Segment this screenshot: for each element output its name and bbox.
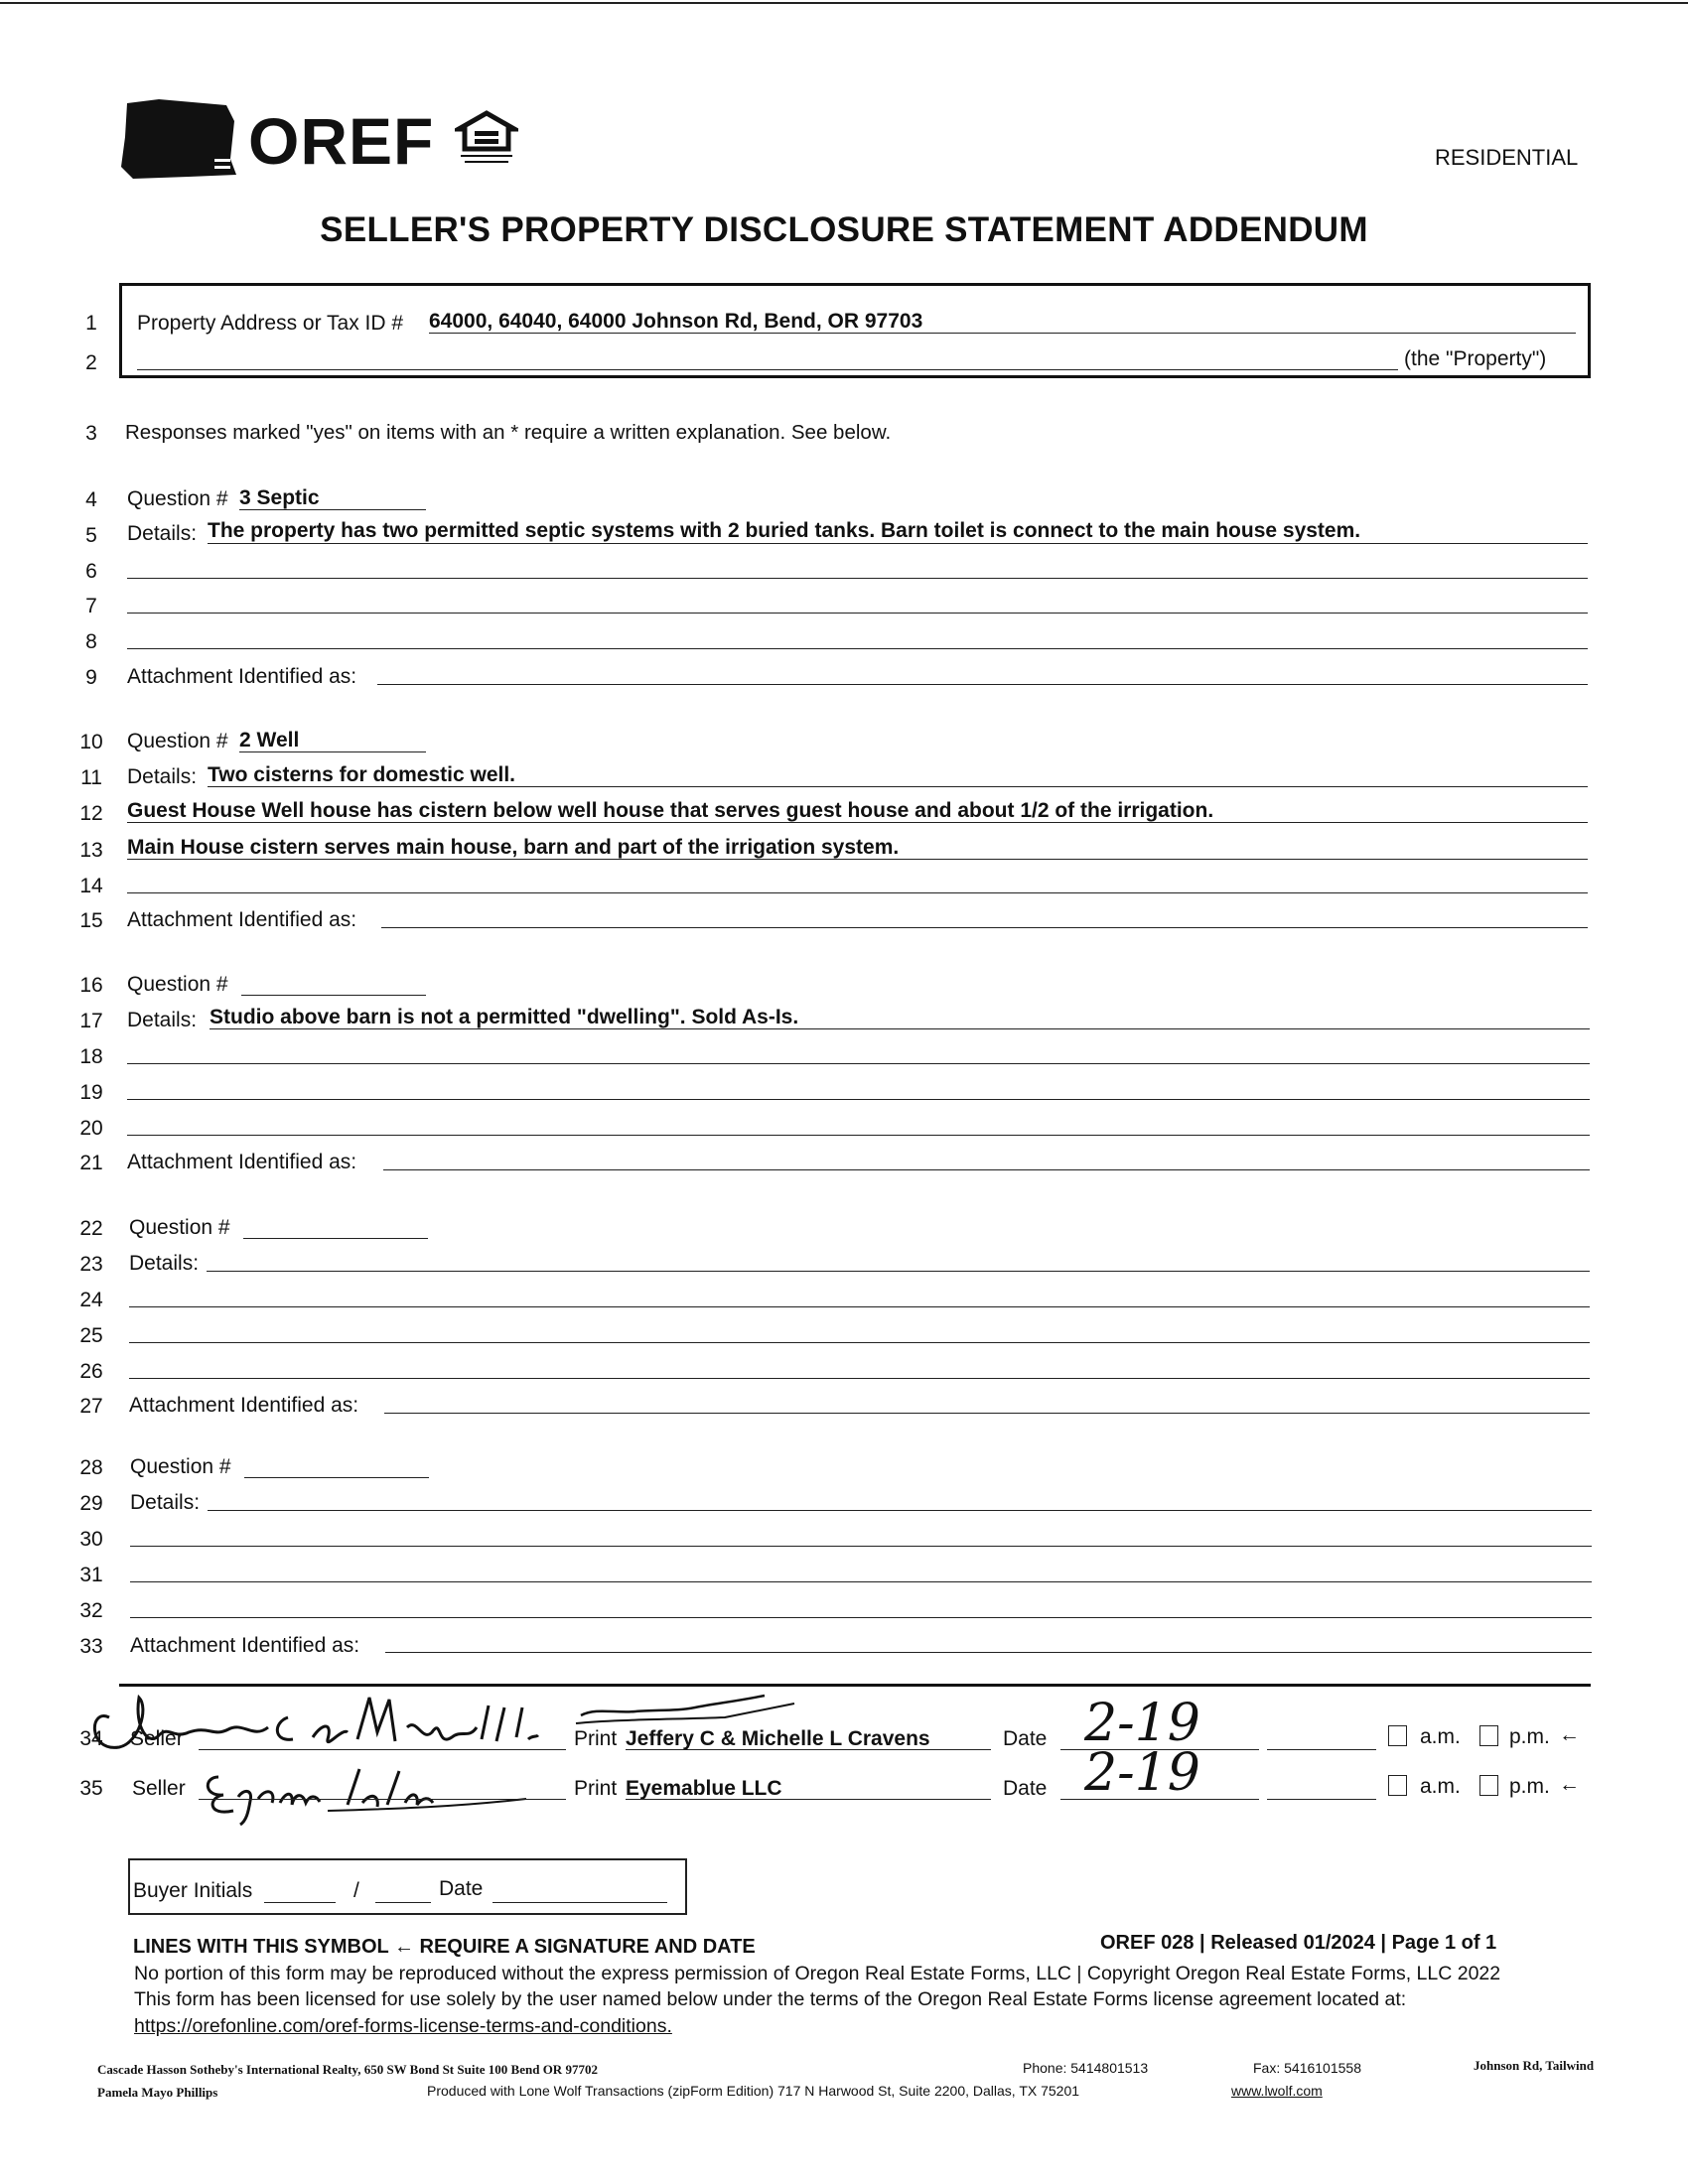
seller-1-pm-checkbox[interactable] [1479,1725,1498,1746]
attachment-label: Attachment Identified as: [129,1394,359,1417]
question-label: Question # [127,730,228,752]
details-1-value[interactable]: The property has two permitted septic systems with 2 buried tanks. Barn toilet is connect to the main house system. [208,519,1361,542]
seller-2-time-line[interactable] [1267,1799,1376,1800]
details-2-line-13-value[interactable]: Main House cistern serves main house, barn and part of the irrigation system. [127,836,900,859]
signature-arrow-icon: ← [1559,1773,1580,1796]
line-number: 13 [79,839,103,862]
line-number: 12 [79,802,103,825]
question-4-line[interactable] [243,1238,428,1239]
seller-2-am-checkbox[interactable] [1388,1775,1407,1796]
line-number: 23 [79,1253,103,1276]
seller-2-date-line [1060,1799,1259,1800]
line-number: 25 [79,1324,103,1347]
details-4-line-24 [129,1306,1590,1307]
seller-2-date-value[interactable]: 2-19 [1084,1743,1200,1803]
property-address-line-2 [137,369,1398,370]
copyright-text: No portion of this form may be reproduced without the express permission of Oregon Real Estate Forms, LLC | Copyright Oregon Real Estate Forms, LLC 2022 [134,1963,1501,1984]
details-5-line-31 [130,1581,1592,1582]
line-number: 9 [85,666,97,689]
question-2-value[interactable]: 2 Well [239,729,300,751]
print-label: Print [574,1777,618,1800]
details-5-line-32 [130,1617,1592,1618]
line-number: 16 [79,974,103,997]
line-number: 30 [79,1528,103,1551]
question-label: Question # [130,1455,231,1478]
details-5-line-30 [130,1546,1592,1547]
attachment-label: Attachment Identified as: [127,908,357,931]
question-5-line[interactable] [244,1477,429,1478]
question-1-value[interactable]: 3 Septic [239,486,320,509]
buyer-date-label: Date [439,1877,484,1900]
buyer-date-line[interactable] [492,1902,667,1903]
details-4-line-25 [129,1342,1590,1343]
seller-1-print-name[interactable]: Jeffery C & Michelle L Cravens [626,1727,930,1750]
attachment-label: Attachment Identified as: [127,1151,357,1173]
details-2-line-13 [127,859,1588,860]
line-number: 7 [85,595,97,617]
form-id: OREF 028 | Released 01/2024 | Page 1 of 1 [1100,1932,1497,1954]
line-number: 29 [79,1492,103,1515]
pm-label: p.m. [1509,1775,1550,1798]
form-type-label: RESIDENTIAL [1435,145,1579,170]
seller-2-print-line [626,1799,991,1800]
details-1-line-7 [127,613,1588,614]
question-label: Question # [127,973,228,996]
property-address-value[interactable]: 64000, 64040, 64000 Johnson Rd, Bend, OR 97703 [429,310,923,333]
scan-top-edge [0,2,1688,4]
question-3-line[interactable] [241,995,426,996]
line-number: 27 [79,1395,103,1418]
line-number: 35 [79,1777,103,1800]
line-number: 34 [79,1727,103,1750]
seller-2-pm-checkbox[interactable] [1479,1775,1498,1796]
produced-link[interactable]: www.lwolf.com [1231,2083,1323,2099]
oref-logo-text: OREF [248,104,435,178]
line-number: 3 [85,422,97,445]
attachment-4-line[interactable] [384,1413,1590,1414]
seller-1-time-line[interactable] [1267,1749,1376,1750]
line-number: 11 [80,766,102,789]
details-3-line-18 [127,1063,1590,1064]
attachment-label: Attachment Identified as: [130,1634,360,1657]
property-address-label: Property Address or Tax ID # [137,312,404,335]
line-number: 24 [79,1289,103,1311]
line-number: 4 [85,488,97,511]
details-4-line-26 [129,1378,1590,1379]
attachment-label: Attachment Identified as: [127,665,357,688]
seller-2-signature-line [199,1799,566,1800]
attachment-5-line[interactable] [385,1652,1592,1653]
phone-text: Phone: 5414801513 [1023,2060,1149,2076]
details-2-value[interactable]: Two cisterns for domestic well. [208,763,516,786]
brokerage-text: Cascade Hasson Sotheby's International Realty, 650 SW Bond St Suite 100 Bend OR 97702 [97,2062,598,2077]
symbol-note: LINES WITH THIS SYMBOL ← REQUIRE A SIGNATURE AND DATE [133,1936,756,1958]
produced-text: Produced with Lone Wolf Transactions (zipForm Edition) 717 N Harwood St, Suite 2200, Dallas, TX 75201 [427,2083,1080,2099]
attachment-3-line[interactable] [383,1169,1590,1170]
question-2-line [239,751,426,752]
line-number: 28 [79,1456,103,1479]
date-label: Date [1003,1727,1048,1750]
details-label: Details: [129,1252,200,1275]
line-number: 10 [79,731,103,753]
line-number: 32 [79,1599,103,1622]
details-1-line-8 [127,648,1588,649]
details-label: Details: [130,1491,201,1514]
equal-housing-icon [455,109,518,171]
question-label: Question # [129,1216,230,1239]
line-number: 15 [79,909,103,932]
details-3-value[interactable]: Studio above barn is not a permitted "dwelling". Sold As-Is. [210,1006,799,1028]
signature-arrow-icon: ← [1559,1723,1580,1746]
agent-name: Pamela Mayo Phillips [97,2085,218,2100]
details-label: Details: [127,765,198,788]
details-2-line-12 [127,822,1588,823]
details-label: Details: [127,1009,198,1031]
buyer-initials-1-line[interactable] [264,1902,336,1903]
am-label: a.m. [1420,1775,1461,1798]
line-number: 21 [79,1152,103,1174]
fax-text: Fax: 5416101558 [1253,2060,1361,2076]
buyer-initials-label: Buyer Initials [133,1879,253,1902]
property-address-line [429,333,1576,334]
line-number: 1 [85,312,97,335]
date-label: Date [1003,1777,1048,1800]
line-number: 26 [79,1360,103,1383]
line-number: 33 [79,1635,103,1658]
line-number: 14 [79,875,103,897]
details-2-line-12-value[interactable]: Guest House Well house has cistern below well house that serves guest house and about 1/2 of the irrigation. [127,799,1214,822]
line-number: 6 [85,560,97,583]
page-title: SELLER'S PROPERTY DISCLOSURE STATEMENT ADDENDUM [320,210,1368,249]
line-number: 5 [85,524,97,547]
line-number: 22 [79,1217,103,1240]
oregon-state-logo [119,97,236,179]
print-label: Print [574,1727,618,1750]
buyer-initials-2-line[interactable] [375,1902,431,1903]
am-label: a.m. [1420,1725,1461,1748]
seller-2-signature[interactable] [199,1747,556,1827]
instructions-text: Responses marked "yes" on items with an * require a written explanation. See below. [125,421,892,444]
line-number: 18 [79,1045,103,1068]
details-3-line [210,1028,1590,1029]
details-3-line-20 [127,1135,1590,1136]
line-number: 17 [79,1010,103,1032]
line-number: 19 [79,1081,103,1104]
attachment-1-line[interactable] [377,684,1588,685]
line-number: 2 [85,351,97,374]
details-2-line [208,786,1588,787]
pm-label: p.m. [1509,1725,1550,1748]
seller-1-am-checkbox[interactable] [1388,1725,1407,1746]
details-1-line-6 [127,578,1588,579]
seller-2-print-name[interactable]: Eyemablue LLC [626,1777,782,1800]
question-label: Question # [127,487,228,510]
buyer-initials-slash: / [353,1879,359,1902]
details-2-line-14 [127,892,1588,893]
details-4-line[interactable] [207,1271,1590,1272]
attachment-2-line[interactable] [381,927,1588,928]
details-3-line-19 [127,1099,1590,1100]
license-link[interactable]: https://orefonline.com/oref-forms-license-terms-and-conditions. [134,2015,672,2037]
line-number: 8 [85,630,97,653]
seller-label: Seller [132,1777,186,1800]
seller-label: Seller [130,1727,184,1750]
details-1-line [208,543,1588,544]
details-label: Details: [127,522,198,545]
line-number: 20 [79,1117,103,1140]
seller-1-date-value[interactable]: 2-19 [1084,1694,1200,1753]
seller-1-print-line [626,1749,991,1750]
line-number: 31 [79,1564,103,1586]
question-1-line [239,509,426,510]
license-text: This form has been licensed for use solely by the user named below under the terms of the Oregon Real Estate Forms license agreement located at: [134,1988,1407,2010]
property-suffix: (the "Property") [1404,347,1547,370]
file-name: Johnson Rd, Tailwind [1474,2058,1595,2073]
details-5-line[interactable] [208,1510,1592,1511]
